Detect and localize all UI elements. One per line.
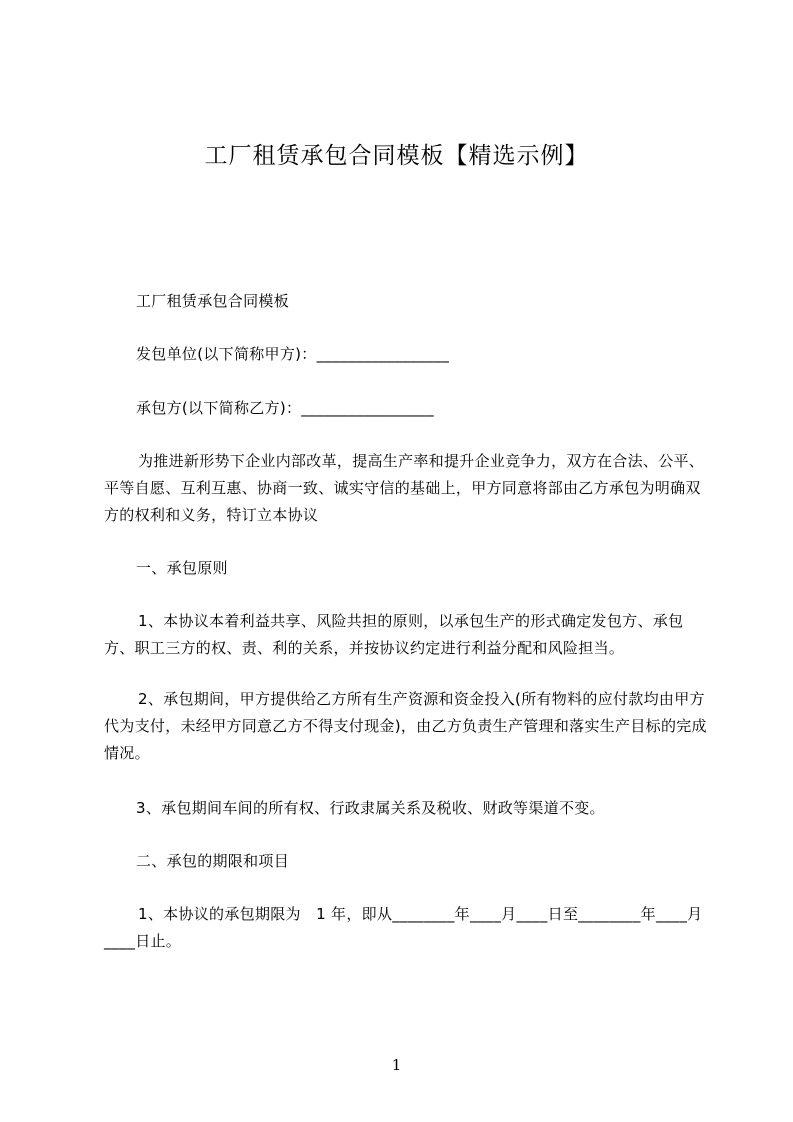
section-1-item-1: 1、本协议本着利益共享、风险共担的原则，以承包生产的形式确定发包方、承包方、职工三方的权、责、利的关系，并按协议约定进行利益分配和风险担当。 [104, 612, 684, 657]
section-1-item-2: 2、承包期间，甲方提供给乙方所有生产资源和资金投入(所有物料的应付款均由甲方代为支付，未经甲方同意乙方不得支付现金)，由乙方负责生产管理和落实生产目标的完成情况。 [104, 690, 707, 762]
intro-paragraph: 为推进新形势下企业内部改革，提高生产率和提升企业竞争力，双方在合法、公平、平等自愿、互利互惠、协商一致、诚实守信的基础上，甲方同意将部由乙方承包为明确双方的权利和义务，特订立本协议 [104, 452, 705, 524]
section-2-item-1: 1、本协议的承包期限为 1 年，即从________年____月____日至________年____月____日止。 [104, 905, 703, 950]
contract-subtitle: 工厂租赁承包合同模板 [136, 292, 290, 310]
document-title: 工厂租赁承包合同模板【精选示例】 [204, 143, 589, 169]
section-2-heading: 二、承包的期限和项目 [136, 852, 290, 870]
page-number: 1 [391, 1056, 402, 1074]
section-1-item-3: 3、承包期间车间的所有权、行政隶属关系及税收、财政等渠道不变。 [136, 799, 605, 817]
party-b-line: 承包方(以下简称乙方)：_________________ [136, 399, 434, 417]
section-1-heading: 一、承包原则 [136, 559, 228, 577]
party-a-line: 发包单位(以下简称甲方)：_________________ [136, 345, 450, 363]
